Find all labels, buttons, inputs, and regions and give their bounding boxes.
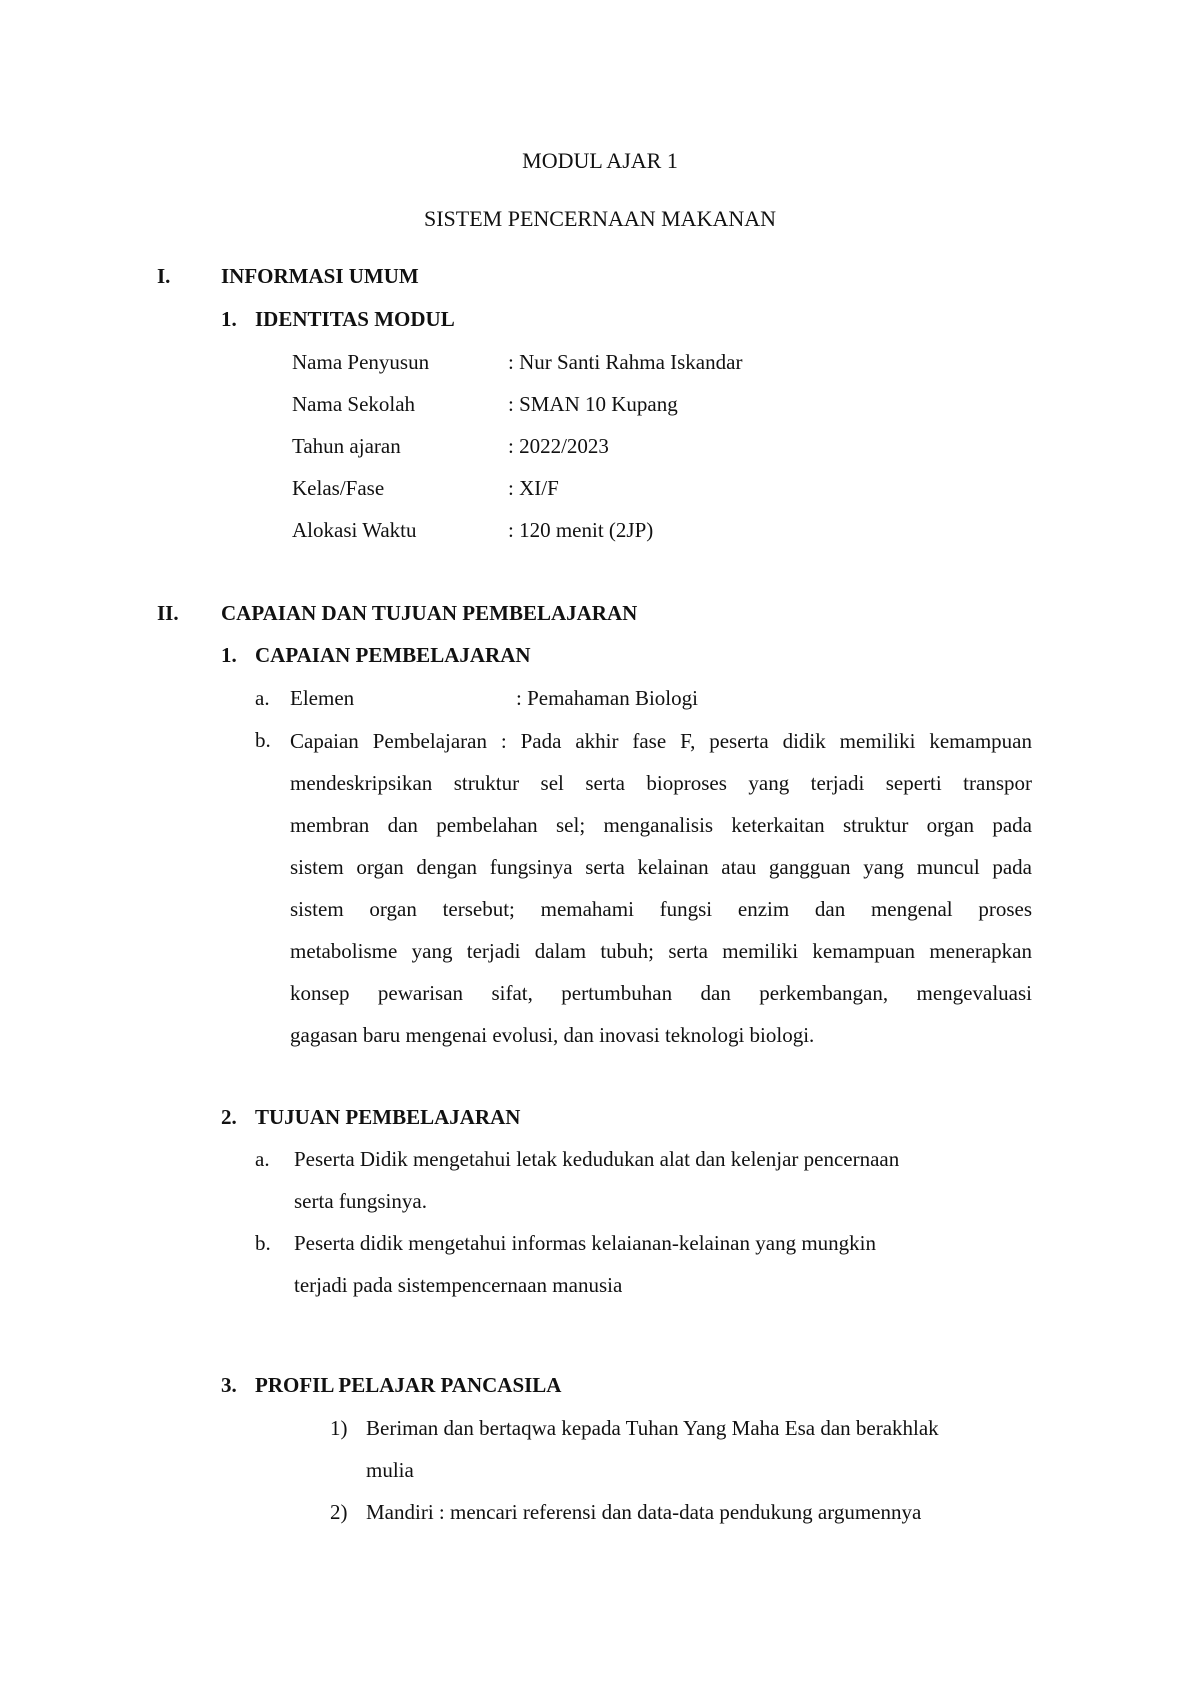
identitas-value: : Nur Santi Rahma Iskandar: [508, 350, 743, 374]
identitas-label: Alokasi Waktu: [292, 518, 417, 542]
identitas-label: Tahun ajaran: [292, 434, 401, 458]
tujuan-item-line: terjadi pada sistempencernaan manusia: [294, 1273, 623, 1297]
identitas-value: : SMAN 10 Kupang: [508, 392, 678, 416]
capaian-heading: CAPAIAN PEMBELAJARAN: [255, 643, 531, 667]
list-marker: b.: [255, 728, 271, 752]
profil-number: 3.: [221, 1373, 237, 1397]
identitas-value: : XI/F: [508, 476, 559, 500]
elemen-label: Elemen: [290, 686, 355, 710]
list-marker: 1): [330, 1416, 348, 1440]
capaian-number: 1.: [221, 643, 237, 667]
profil-heading: PROFIL PELAJAR PANCASILA: [255, 1373, 562, 1397]
section-1-number: I.: [157, 264, 171, 288]
identitas-value: : 120 menit (2JP): [508, 518, 654, 542]
paragraph-line: sistem organ dengan fungsinya serta kelainan atau gangguan yang muncul pada: [290, 855, 1032, 879]
tujuan-item-line: Peserta didik mengetahui informas kelaianan-kelainan yang mungkin: [294, 1231, 876, 1255]
paragraph-line: sistem organ tersebut; memahami fungsi enzim dan mengenal proses: [290, 897, 1032, 921]
list-marker: a.: [255, 1147, 270, 1171]
section-2-heading: CAPAIAN DAN TUJUAN PEMBELAJARAN: [221, 601, 638, 625]
identitas-label: Kelas/Fase: [292, 476, 385, 500]
list-marker: b.: [255, 1231, 271, 1255]
paragraph-line: metabolisme yang terjadi dalam tubuh; serta memiliki kemampuan menerapkan: [290, 939, 1032, 963]
list-marker: a.: [255, 686, 270, 710]
tujuan-item-line: serta fungsinya.: [294, 1189, 427, 1213]
identitas-number: 1.: [221, 307, 237, 331]
section-1-heading: INFORMASI UMUM: [221, 264, 419, 288]
paragraph-line: Capaian Pembelajaran : Pada akhir fase F, peserta didik memiliki kemampuan: [290, 729, 1032, 753]
section-2-number: II.: [157, 601, 179, 625]
paragraph-line: gagasan baru mengenai evolusi, dan inovasi teknologi biologi.: [290, 1023, 815, 1047]
capaian-paragraph: [290, 720, 1032, 1056]
list-marker: 2): [330, 1500, 348, 1524]
profil-item-line: Beriman dan bertaqwa kepada Tuhan Yang Maha Esa dan berakhlak: [366, 1416, 939, 1440]
identitas-heading: IDENTITAS MODUL: [255, 307, 455, 331]
tujuan-heading: TUJUAN PEMBELAJARAN: [255, 1105, 521, 1129]
profil-item-line: mulia: [366, 1458, 414, 1482]
identitas-label: Nama Sekolah: [292, 392, 416, 416]
identitas-label: Nama Penyusun: [292, 350, 430, 374]
tujuan-item-line: Peserta Didik mengetahui letak kedudukan alat dan kelenjar pencernaan: [294, 1147, 900, 1171]
tujuan-number: 2.: [221, 1105, 237, 1129]
document-title: MODUL AJAR 1: [522, 148, 678, 173]
paragraph-line: membran dan pembelahan sel; menganalisis keterkaitan struktur organ pada: [290, 813, 1032, 837]
profil-item-line: Mandiri : mencari referensi dan data-data pendukung argumennya: [366, 1500, 922, 1524]
document-subtitle: SISTEM PENCERNAAN MAKANAN: [423, 206, 777, 231]
elemen-value: : Pemahaman Biologi: [516, 686, 698, 710]
paragraph-line: konsep pewarisan sifat, pertumbuhan dan perkembangan, mengevaluasi: [290, 981, 1032, 1005]
paragraph-line: mendeskripsikan struktur sel serta bioproses yang terjadi seperti transpor: [290, 771, 1032, 795]
identitas-value: : 2022/2023: [508, 434, 609, 458]
